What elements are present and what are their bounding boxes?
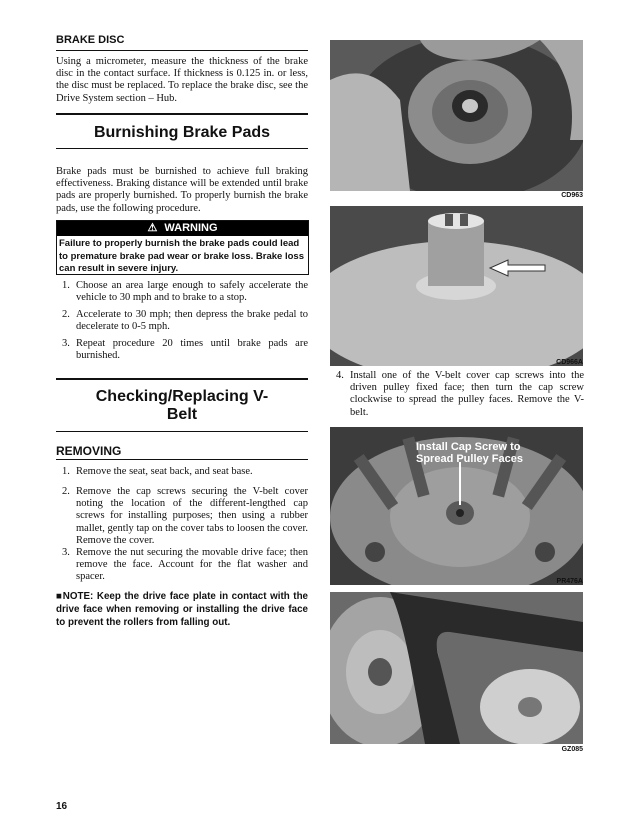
note-text: ■NOTE: Keep the drive face plate in contact with the drive face when removing or installing the drive face to prevent the rollers from falling out. <box>56 591 308 628</box>
section-rule-top <box>56 113 308 115</box>
warning-text: Failure to properly burnish the brake pads could lead to premature brake pad wear or brake loss. Brake loss can result in severe injury. <box>59 238 304 274</box>
page-number: 16 <box>56 801 68 812</box>
photo-overlay-label <box>416 441 536 465</box>
brake-disc-heading: BRAKE DISC <box>56 34 125 46</box>
photo-caption: PR476A <box>556 578 583 585</box>
heading-rule <box>56 459 308 460</box>
warning-box <box>56 220 309 275</box>
overlay-line1: Install Cap Screw to <box>416 441 521 453</box>
list-item <box>62 338 308 364</box>
list-item <box>336 370 584 422</box>
brake-disc-paragraph: Using a micrometer, measure the thickness of the brake disc in the contact surface. If thickness is 0.125 in. or less, the disc must be replaced. To replace the brake disc, see the Drive System section – Hub. <box>56 56 308 104</box>
step-number: 2. <box>62 309 70 320</box>
warning-banner <box>57 221 308 236</box>
step-text: Accelerate to 30 mph; then depress the brake pedal to decelerate to 0-5 mph. <box>76 309 308 333</box>
step-number: 3. <box>62 338 70 349</box>
warning-title: WARNING <box>164 222 218 234</box>
heading-rule <box>56 50 308 51</box>
step-number: 3. <box>62 547 70 558</box>
step-number: 2. <box>62 486 70 497</box>
overlay-line2: Spread Pulley Faces <box>416 453 523 465</box>
step-text: Choose an area large enough to safely accelerate the vehicle to 30 mph and to brake to a stop. <box>76 280 308 304</box>
section-rule-bottom <box>56 431 308 432</box>
photo-caption: CD966A <box>556 359 583 366</box>
step-text: Remove the nut securing the movable drive face; then remove the face. Account for the flat washer and spacer. <box>76 547 308 583</box>
photo-pulley-spacer <box>330 206 583 366</box>
vbelt-heading-line2: Belt <box>166 406 198 423</box>
removing-subheading: REMOVING <box>56 444 122 458</box>
section-rule-top <box>56 378 308 380</box>
section-rule-bottom <box>56 148 308 149</box>
list-item <box>62 309 308 335</box>
step-number: 1. <box>62 280 70 291</box>
list-item <box>62 466 308 480</box>
vbelt-heading <box>56 388 308 424</box>
photo-caption: CD963 <box>561 192 583 199</box>
list-item <box>62 547 308 585</box>
photo-caption: GZ085 <box>561 746 583 753</box>
burnishing-paragraph: Brake pads must be burnished to achieve full braking effectiveness. Braking distance will be extended until brake pads are properly burnished. To properly burnish the brake pads, use the following procedure. <box>56 166 308 214</box>
step-text: Remove the seat, seat back, and seat base. <box>76 466 253 477</box>
step-number: 1. <box>62 466 70 477</box>
step-number: 4. <box>336 370 344 381</box>
step-text: Remove the cap screws securing the V-belt cover noting the location of the different-lengthed cap screws for installing purposes; then using a rubber mallet, gently tap on the cover tabs to loosen the cover. Remove the cover. <box>76 486 308 546</box>
step-text: Repeat procedure 20 times until brake pads are burnished. <box>76 338 308 362</box>
list-item <box>62 280 308 306</box>
photo-vbelt <box>330 592 583 744</box>
vbelt-heading-line1: Checking/Replacing V- <box>95 388 269 405</box>
photo-brake-disc <box>330 40 583 191</box>
warning-triangle-icon: ⚠ <box>147 222 158 234</box>
burnishing-heading: Burnishing Brake Pads <box>93 124 271 141</box>
step-text: Install one of the V-belt cover cap screws into the driven pulley fixed face; then turn the cap screw clockwise to spread the pulley faces. Remove the V-belt. <box>350 370 584 418</box>
list-item <box>62 486 308 546</box>
